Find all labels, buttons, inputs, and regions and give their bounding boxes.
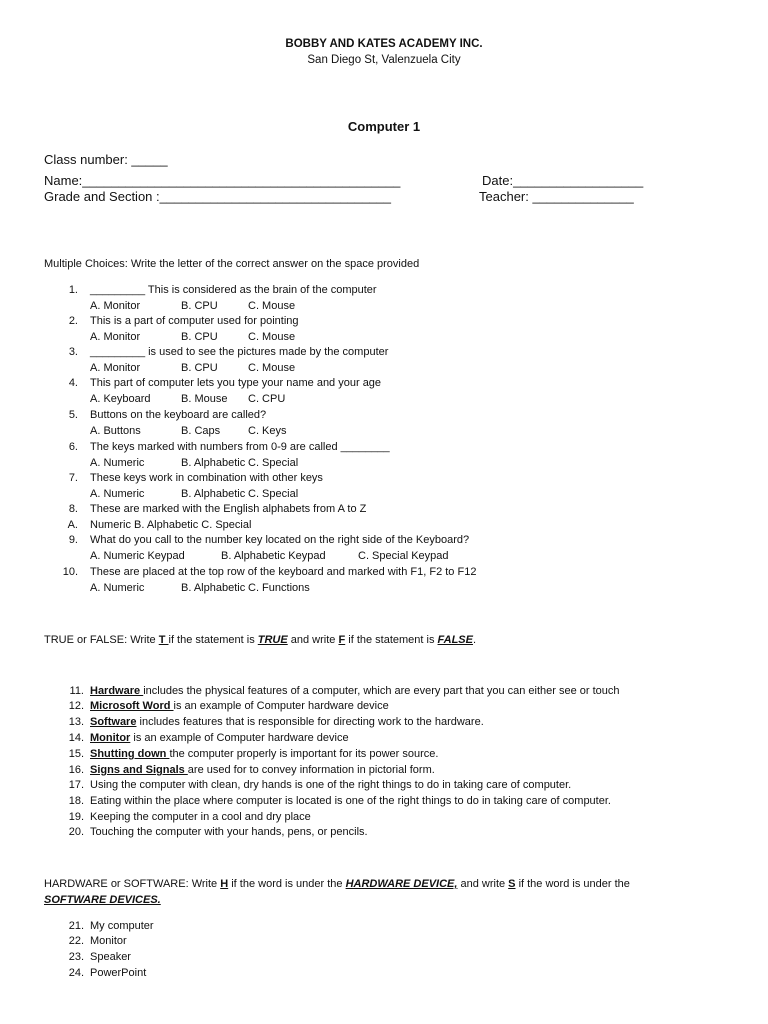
hs-item-text: PowerPoint (90, 967, 147, 979)
tf-letter-f: F (338, 634, 346, 646)
mc-choice-option: B. Alphabetic Keypad (221, 550, 326, 562)
tf-question-term: Shutting down (90, 748, 170, 760)
tf-question-rest: the computer properly is important for its power source. (169, 748, 439, 760)
mc-choice-option: A. Numeric Keypad (90, 550, 185, 562)
tf-question-rest: Keeping the computer in a cool and dry place (90, 811, 311, 823)
mc-choice-option: A. Monitor (90, 362, 141, 374)
mc-choice-option: A. Numeric (90, 488, 145, 500)
hs-letter-h: H (220, 878, 229, 890)
mc-question-text: Buttons on the keyboard are called? (90, 409, 267, 421)
mc-question-text: These keys work in combination with other keys (90, 472, 323, 484)
mc-choice-option: C. Mouse (248, 362, 296, 374)
hs-item-text: Monitor (90, 935, 127, 947)
mc-question-number: A. (67, 519, 78, 531)
mc-question-text: These are marked with the English alphabets from A to Z (90, 503, 367, 515)
mc-choice-option: C. Special (248, 457, 299, 469)
mc-question-text: The keys marked with numbers from 0-9 are called ________ (90, 441, 390, 453)
tf-question-term: Hardware (90, 685, 144, 697)
tf-question-text (90, 716, 484, 728)
tf-question-number: 19. (68, 811, 84, 823)
mc-question-number: 4. (68, 377, 78, 389)
tf-question-rest: includes features that is responsible for directing work to the hardware. (136, 716, 484, 728)
mc-choice-option: B. Caps (181, 425, 221, 437)
hs-letter-s: S (508, 878, 516, 890)
school-address: San Diego St, Valenzuela City (307, 54, 461, 66)
tf-word-false: FALSE (437, 634, 473, 646)
tf-question-rest: Eating within the place where computer is located is one of the right things to do in taking care of computer. (90, 795, 611, 807)
tf-text-2: if the statement is (168, 634, 258, 646)
mc-choice-option: B. Alphabetic (181, 488, 246, 500)
tf-letter-t: T (158, 634, 169, 646)
mc-question-number: 1. (68, 284, 78, 296)
mc-question-text: Numeric B. Alphabetic C. Special (90, 519, 252, 531)
tf-question-term: Software (90, 716, 137, 728)
hs-instruction (44, 878, 630, 890)
tf-question-term: Monitor (90, 732, 131, 744)
tf-question-rest: Touching the computer with your hands, pens, or pencils. (90, 826, 368, 838)
mc-choice-option: C. Mouse (248, 300, 296, 312)
tf-question-rest: Using the computer with clean, dry hands is one of the right things to do in taking care of computer. (90, 779, 572, 791)
mc-choice-option: B. CPU (181, 362, 218, 374)
tf-question-number: 12. (68, 700, 84, 712)
mc-question-number: 7. (68, 472, 78, 484)
mc-choice-option: B. CPU (181, 300, 218, 312)
mc-question-text: _________ is used to see the pictures made by the computer (90, 346, 389, 358)
hs-word-software: SOFTWARE DEVICES. (44, 894, 161, 906)
tf-question-number: 11. (69, 685, 84, 697)
tf-word-true: TRUE (257, 634, 288, 646)
tf-question-rest: is an example of Computer hardware device (130, 732, 349, 744)
tf-question-number: 15. (68, 748, 84, 760)
mc-choice-option: C. Keys (248, 425, 287, 437)
mc-question-number: 8. (68, 503, 78, 515)
mc-question-number: 5. (68, 409, 78, 421)
mc-question-text: These are placed at the top row of the keyboard and marked with F1, F2 to F12 (90, 566, 477, 578)
mc-question-number: 9. (68, 534, 78, 546)
hs-text-3: and write (457, 878, 509, 890)
tf-question-number: 17. (68, 779, 84, 791)
mc-choice-option: C. Mouse (248, 331, 296, 343)
tf-question-number: 13. (68, 716, 84, 728)
tf-question-term: Microsoft Word (90, 700, 174, 712)
mc-choice-option: B. Mouse (181, 393, 228, 405)
tf-text-4: if the statement is (345, 634, 438, 646)
tf-question-text (90, 732, 349, 744)
teacher-field: Teacher: ______________ (479, 189, 634, 204)
hs-item-number: 23. (68, 951, 84, 963)
mc-choice-option: B. Alphabetic (181, 582, 246, 594)
tf-text-3: and write (287, 634, 339, 646)
tf-question-text (90, 700, 389, 712)
tf-question-text (90, 795, 611, 807)
mc-choice-option: A. Monitor (90, 331, 141, 343)
tf-text-5: . (472, 634, 477, 646)
tf-question-term: Signs and Signals (90, 764, 188, 776)
mc-question-text: What do you call to the number key located on the right side of the Keyboard? (90, 534, 470, 546)
mc-choice-option: B. CPU (181, 331, 218, 343)
mc-choice-option: A. Monitor (90, 300, 141, 312)
tf-question-text (90, 811, 311, 823)
hs-item-text: Speaker (90, 951, 131, 963)
tf-text-1: TRUE or FALSE: Write (44, 634, 159, 646)
mc-choice-option: A. Buttons (90, 425, 141, 437)
grade-section-field: Grade and Section :________________________________ (44, 189, 391, 204)
tf-question-rest: are used for to convey information in pictorial form. (187, 764, 435, 776)
mc-question-number: 3. (68, 346, 78, 358)
hs-text-1: HARDWARE or SOFTWARE: Write (44, 878, 221, 890)
tf-question-rest: includes the physical features of a computer, which are every part that you can either see or touch (143, 685, 620, 697)
tf-question-number: 14. (68, 732, 84, 744)
tf-question-text (90, 685, 620, 697)
mc-choice-option: C. Functions (248, 582, 310, 594)
tf-question-rest: is an example of Computer hardware device (173, 700, 389, 712)
tf-question-text (90, 764, 435, 776)
school-name: BOBBY AND KATES ACADEMY INC. (285, 38, 483, 50)
tf-question-number: 20. (68, 826, 84, 838)
mc-choice-option: C. Special (248, 488, 299, 500)
mc-choice-option: C. CPU (248, 393, 286, 405)
subject-title: Computer 1 (347, 119, 421, 134)
mc-question-text: This is a part of computer used for pointing (90, 315, 299, 327)
tf-question-text (90, 826, 368, 838)
tf-question-text (90, 779, 571, 791)
tf-instruction (44, 634, 476, 646)
mc-choice-option: A. Keyboard (90, 393, 151, 405)
class-number-field: Class number: _____ (44, 152, 168, 167)
date-field: Date:__________________ (482, 173, 644, 188)
mc-question-text: This part of computer lets you type your name and your age (90, 377, 382, 389)
mc-question-number: 2. (68, 315, 78, 327)
tf-question-text (90, 748, 438, 760)
mc-choice-option: A. Numeric (90, 457, 145, 469)
tf-question-number: 18. (68, 795, 84, 807)
mc-choice-option: A. Numeric (90, 582, 145, 594)
hs-item-number: 24. (68, 967, 84, 979)
mc-instruction: Multiple Choices: Write the letter of the correct answer on the space provided (44, 258, 420, 270)
hs-item-number: 21. (68, 920, 84, 932)
hs-item-text: My computer (90, 920, 154, 932)
mc-question-number: 6. (68, 441, 78, 453)
name-field: Name:____________________________________________ (44, 173, 401, 188)
hs-word-hardware: HARDWARE DEVICE, (345, 878, 458, 890)
mc-choice-option: B. Alphabetic (181, 457, 246, 469)
hs-text-2: if the word is under the (228, 878, 346, 890)
hs-item-number: 22. (68, 935, 84, 947)
hs-text-4: if the word is under the (515, 878, 630, 890)
mc-choice-option: C. Special Keypad (358, 550, 449, 562)
mc-question-text: _________ This is considered as the brain of the computer (90, 284, 377, 296)
tf-question-number: 16. (68, 764, 84, 776)
mc-question-number: 10. (62, 566, 78, 578)
